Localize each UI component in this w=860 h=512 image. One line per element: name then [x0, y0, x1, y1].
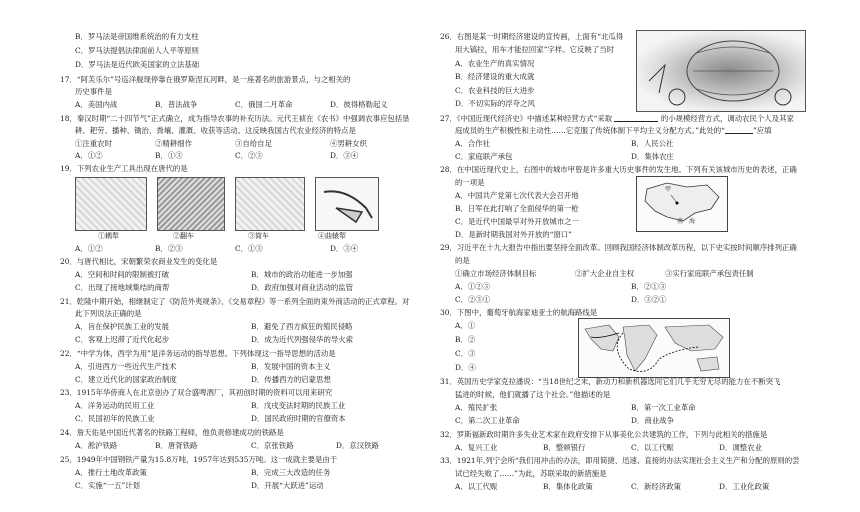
q30-option-d[interactable]: D．④: [455, 363, 476, 372]
q23-stem: 23．1915年华侨商人在北京创办了双合盛啤酒厂，其初创时期的资料可以用来研究: [60, 388, 333, 397]
q19-option-a[interactable]: A．①②: [75, 244, 103, 253]
q31-option-b[interactable]: B．第一次工业革命: [631, 403, 696, 412]
q30-option-a[interactable]: A．①: [455, 321, 476, 330]
q18-stem2: 耕、耙劳、播种、锄治、粪壤、灌溉、收获等活动。这反映我国古代农业经济的特点是: [75, 126, 356, 135]
q21-option-b[interactable]: B．避免了西方疯狂的殖民侵略: [251, 322, 353, 331]
q29-stem: 29．习近平在十九大报告中指出要坚持全面改革。回顾我国经济体制改革历程，以下史实按时间顺序排列正确: [440, 243, 797, 252]
q21-stem: 21．乾隆中期开始，相继制定了《防范外夷规条》、《交易章程》等一系列全面的束外商活动的正式章程。对: [60, 297, 410, 306]
q28-option-d[interactable]: D．是新时期我国对外开放的“窗口”: [455, 230, 572, 239]
q17-option-b[interactable]: B．普法战争: [155, 100, 198, 109]
propaganda-poster-image: [636, 30, 806, 112]
q31-options-row1: [440, 404, 696, 411]
q26-stem: 26．右图是某一时期经济建设的宣传画，上面有“北瓜得: [440, 32, 624, 41]
q33-option-a[interactable]: A．以工代赈: [455, 482, 498, 491]
q29-item-2: ②扩大企业自主权: [575, 269, 635, 278]
q21-options-row1: [60, 323, 353, 330]
q18-item-3: ③自给自足: [235, 139, 272, 148]
q26-stem2: 用大镐拉，用车才能拉回家”字样。它反映了当时: [455, 45, 614, 54]
q19-images: [75, 177, 379, 231]
q20-option-b[interactable]: B．城市的政治功能进一步加强: [251, 270, 353, 279]
q28-stem: 28．在中国近现代史上，右图中的城市甲曾是许多重大历史事件的发生地。下列有关该城市历史的表述，正确: [440, 165, 797, 174]
q27-stem2-end: ”应填: [752, 126, 772, 135]
guangdong-map: [636, 176, 728, 232]
q26-option-d[interactable]: D．不切实际的浮夸之风: [455, 99, 535, 108]
q30-option-b[interactable]: B．②: [455, 335, 476, 344]
q19-options: [60, 245, 358, 252]
q19-caption-3: ③筒车: [248, 232, 269, 240]
q24-option-c[interactable]: C．京张铁路: [251, 441, 294, 450]
q25-option-a[interactable]: A．推行土地改革政策: [75, 468, 147, 477]
map-city-label: 甲: [665, 186, 672, 193]
q20-option-d[interactable]: D．政府加强对商业活动的监管: [251, 283, 354, 292]
q21-option-a[interactable]: A．旨在保护民族工业的发展: [75, 322, 170, 331]
q25-options-row1: [60, 469, 330, 476]
q23-option-a[interactable]: A．洋务运动的民用工业: [75, 401, 155, 410]
q25-options-row2: [60, 482, 324, 489]
top-option-c: C．罗马法提倡法律面前人人平等原则: [75, 46, 199, 55]
q25-option-b[interactable]: B．完成三大改造的任务: [251, 468, 331, 477]
q18-option-c[interactable]: C．②③: [235, 151, 263, 160]
q27-blank-2[interactable]: [725, 127, 753, 134]
q29-option-d[interactable]: D．③②①: [631, 295, 667, 304]
q27-option-c[interactable]: C．家庭联产承包: [455, 152, 513, 161]
top-option-b: B．罗马法是帝国维系统治的有力支柱: [75, 32, 199, 41]
q32-options: [440, 444, 762, 451]
q33-option-c[interactable]: C．新经济政策: [631, 482, 681, 491]
q28-option-b[interactable]: B．日军在此打响了全面侵华的第一枪: [455, 204, 579, 213]
q21-option-d[interactable]: D．成为近代列强侵华的导火索: [251, 335, 354, 344]
q29-option-a[interactable]: A．①②③: [455, 282, 490, 291]
q26-option-c[interactable]: C．农业科技的巨大进步: [455, 86, 535, 95]
q33-stem: 33．1921年,列宁会所“我们用冲击的办法，即用简捷、迅速、直接的办法实现社会主义生产和分配的原则的尝: [440, 456, 800, 465]
q23-option-d[interactable]: D．国民政府时期的官僚资本: [251, 414, 346, 423]
q31-option-c[interactable]: C．第二次工业革命: [455, 416, 520, 425]
q19-option-d[interactable]: D．③④: [330, 244, 359, 253]
q24-option-b[interactable]: B．唐胥铁路: [155, 441, 198, 450]
q30-stem: 30．下图中，葡萄牙航海家迪亚士的航海路线是: [440, 308, 598, 317]
q23-options-row1: [60, 402, 345, 409]
q18-item-4: ④男耕女织: [330, 139, 367, 148]
q17-option-a[interactable]: A．美国内战: [75, 100, 118, 109]
q32-option-c[interactable]: C．以工代赈: [631, 443, 674, 452]
q29-item-3: ③实行家庭联产承包责任制: [665, 269, 754, 278]
q28-stem2: 的一项是: [455, 178, 485, 187]
q29-option-b[interactable]: B．②①③: [631, 282, 666, 291]
q31-option-a[interactable]: A．殖民扩张: [455, 403, 498, 412]
q18-option-d[interactable]: D．③④: [330, 151, 359, 160]
q27-options-row2: [440, 153, 674, 160]
q19-caption-2: ②翻车: [173, 232, 194, 240]
q32-option-b[interactable]: B．整顿银行: [543, 443, 586, 452]
q20-option-a[interactable]: A．空间和时间的限制被打破: [75, 270, 170, 279]
q27-stem-part1: 27．《中国近现代经济史》中描述某种经营方式“采取: [440, 114, 613, 123]
q32-option-a[interactable]: A．复兴工业: [455, 443, 498, 452]
q29-items: [440, 270, 754, 277]
q31-stem: 31．英国历史学家克拉潘说：“当18世纪之末，新动力和新机器选同它们几乎无穷无尽的能力在不断突飞: [440, 377, 781, 386]
q23-options-row2: [60, 415, 346, 422]
q32-stem: 32．罗斯福新政时期许多失业艺术家在政府安排下从事美化公共建筑的工作，下列与此相关的措施是: [440, 430, 768, 439]
q25-stem: 25．1949年中国钢铁产量为15.8万吨，1957年达到535万吨。这一成就主要是由于: [60, 455, 338, 464]
q25-option-d[interactable]: D．开展“大跃进”运动: [251, 481, 324, 490]
q18-item-1: ①注重农时: [75, 139, 112, 148]
q27-options-row1: [440, 140, 673, 147]
q18-option-a[interactable]: A．①②: [75, 151, 103, 160]
q21-option-c[interactable]: C．客观上迟滞了近代化起步: [75, 335, 170, 344]
pumpkin-cart-icon: [637, 31, 805, 111]
q17-option-d[interactable]: D．彼得格勒起义: [330, 100, 388, 109]
voyage-route-map: [578, 318, 730, 378]
q24-option-a[interactable]: A．淞沪铁路: [75, 441, 118, 450]
water-lift-image: [157, 177, 225, 231]
q32-option-d[interactable]: D．调整农业: [719, 443, 762, 452]
top-option-d: D．罗马法是近代欧美国家的立法基础: [75, 60, 200, 69]
q19-caption-1: ①耦犁: [98, 232, 119, 240]
q20-stem: 20．与唐代相比，宋朝繁荣农商业发生的变化是: [60, 257, 218, 266]
q25-option-c[interactable]: C．实施“一五”计划: [75, 481, 140, 490]
map-sea-label: 南 海: [677, 218, 696, 225]
q29-options-row2: [440, 296, 667, 303]
q22-options-row2: [60, 376, 331, 383]
q26-option-a[interactable]: A．农业生产的真实情况: [455, 59, 535, 68]
q22-option-c[interactable]: C．建立近代化的国家政治制度: [75, 375, 177, 384]
q22-option-d[interactable]: D．传播西方的启蒙思想: [251, 375, 331, 384]
q27-blank-1[interactable]: [614, 115, 658, 122]
q29-option-c[interactable]: C．②③①: [455, 295, 491, 304]
q18-option-b[interactable]: B．①③: [155, 151, 183, 160]
q19-stem: 19．下列农业生产工具出现在唐代的是: [60, 164, 188, 173]
q19-option-c[interactable]: C．①③: [235, 244, 263, 253]
q21-options-row2: [60, 336, 353, 343]
q31-stem2: 猛进的时候，他们就播了这个社会。”他描述的是: [455, 390, 611, 399]
q24-stem: 24．詹天佑是中国近代著名的铁路工程师，他负责修建成功的铁路是: [60, 428, 284, 437]
q22-options-row1: [60, 363, 330, 370]
q17-options: [60, 101, 388, 108]
q26-option-b[interactable]: B．经济建设的重大成就: [455, 72, 535, 81]
q27-stem: [440, 115, 794, 122]
q33-option-d[interactable]: D．工业化政策: [719, 482, 770, 491]
q33-stem2: 试已经失败了……”为此，苏联采取的新措施是: [455, 469, 607, 478]
q30-option-c[interactable]: C．③: [455, 349, 476, 358]
q27-stem2-text: 庭成员的生产积极性和主动性……它克服了传统体制下平均主义分配方式。”此处的“: [455, 126, 725, 135]
q20-option-c[interactable]: C．出现了接地域集结的商帮: [75, 283, 170, 292]
q23-option-c[interactable]: C．民国初年的民族工业: [75, 414, 155, 423]
q19-option-b[interactable]: B．②③: [155, 244, 183, 253]
curved-plow-icon: [316, 178, 378, 230]
q29-stem2: 的是: [455, 256, 470, 265]
q24-options: [60, 442, 379, 449]
waterwheel-image: [235, 177, 305, 231]
q33-option-b[interactable]: B．集体化政策: [543, 482, 593, 491]
q29-item-1: ①确立市场经济体制目标: [455, 269, 537, 278]
q28-option-c[interactable]: C．是近代中国最早对外开放城市之一: [455, 217, 579, 226]
curved-plow-image: [315, 177, 379, 231]
q17-stem: 17．“阿芙乐尔”号巡洋舰现停靠在俄罗斯涅瓦河畔，是一座著名的旅游景点，与之相关的: [60, 75, 351, 84]
q18-options: [60, 152, 358, 159]
q24-option-d[interactable]: D．京汉铁路: [336, 441, 379, 450]
q27-option-d[interactable]: D．集体农庄: [631, 152, 674, 161]
q20-options-row2: [60, 284, 353, 291]
q31-options-row2: [440, 417, 674, 424]
q33-options: [440, 483, 769, 490]
q28-option-a[interactable]: A．中国共产党第七次代表大会召开地: [455, 191, 579, 200]
q21-stem2: 此下列说法正确的是: [75, 309, 142, 318]
q18-item-2: ②精耕细作: [155, 139, 192, 148]
q19-caption-4: ④曲辕犁: [318, 232, 346, 240]
q27-stem-part2: 的小规模经营方式，调动农民个人及其家: [660, 114, 794, 123]
q27-stem2: [440, 127, 772, 134]
world-map-icon: [579, 319, 729, 377]
q31-option-d[interactable]: D．商业战争: [631, 416, 674, 425]
plow-ox-image: [75, 177, 147, 231]
q17-stem2: 历史事件是: [75, 87, 112, 96]
q22-option-b[interactable]: B．发展中国的资本主义: [251, 362, 331, 371]
q22-option-a[interactable]: A．引进西方一些近代生产技术: [75, 362, 177, 371]
q20-options-row1: [60, 271, 353, 278]
q18-items: [60, 140, 367, 147]
q23-option-b[interactable]: B．戊戌变法时期的民族工业: [251, 401, 346, 410]
q29-options-row1: [440, 283, 666, 290]
q18-stem: 18．秦汉时期“二十四节气”正式确立，成为指导农事的补充历法。元代王祯在《农书》中强调农事应包括垦: [60, 114, 410, 123]
q17-option-c[interactable]: C．俄国二月革命: [235, 100, 293, 109]
q22-stem: 22．“中学为体，西学为用”是洋务运动的指导思想。下列体现这一指导思想的活动是: [60, 349, 336, 358]
q27-option-a[interactable]: A．合作社: [455, 139, 490, 148]
q27-option-b[interactable]: B．人民公社: [631, 139, 674, 148]
